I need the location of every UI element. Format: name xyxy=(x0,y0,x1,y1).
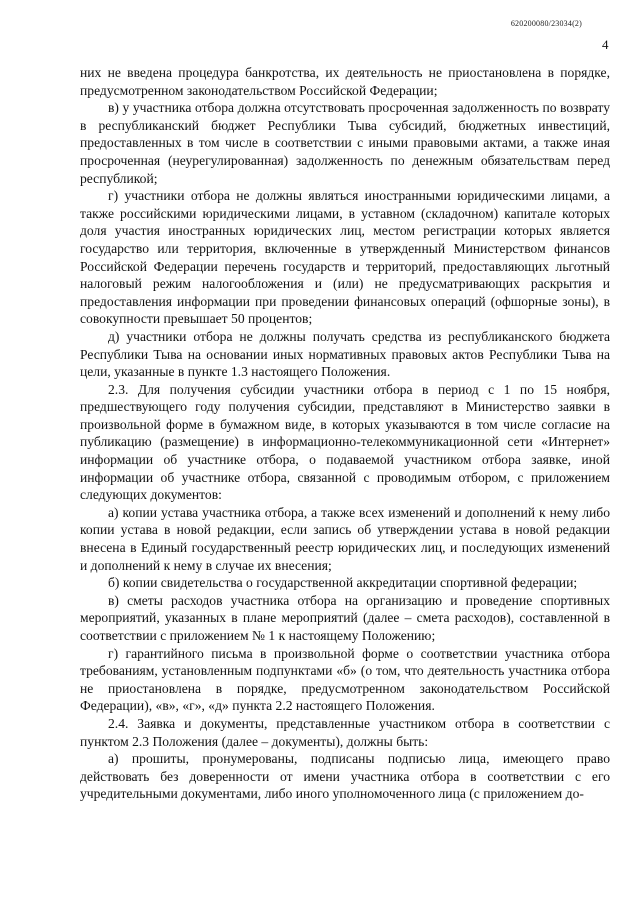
paragraph-2-3-b: б) копии свидетельства о государственной аккредитации спортивной федерации; xyxy=(108,575,578,591)
paragraph-item-g: г) участники отбора не должны являться иностранными юридическими лицами, а также российскими юридическими лицами, в уставном (складочном) капитале которых доля участия иностранных юридических лиц, местом регистрации которых является государство или территория, включенные в утвержденный Министерством финансов Российской Федерации перечень государств и территорий, предоставляющих льготный налоговый режим налогообложения и (или) не предусматривающих раскрытия и предоставления информации при проведении финансовых операций (офшорные зоны), в совокупности превышает 50 процентов; xyxy=(80,188,610,327)
paragraph-item-v: в) у участника отбора должна отсутствовать просроченная задолженность по возврату в республиканский бюджет Республики Тыва субсидий, бюджетных инвестиций, предоставленных в том числе в соответствии с иными правовыми актами, а также иная просроченная (неурегулированная) задолженность по денежным обязательствам перед республикой; xyxy=(80,100,610,186)
paragraph-2-3-a: а) копии устава участника отбора, а также всех изменений и дополнений к нему либо копии устава в новой редакции, если запись об утверждении устава в новой редакции внесена в Единый государственный реестр юридических лиц, и последующих изменений и дополнений к нему в случае их внесения; xyxy=(80,504,610,573)
paragraph-2-4: 2.4. Заявка и документы, представленные участником отбора в соответствии с пунктом 2.3 Положения (далее – документы), должны быть: xyxy=(80,715,610,749)
paragraph-2-3: 2.3. Для получения субсидии участники отбора в период с 1 по 15 ноября, предшествующего году получения субсидии, представляют в Министерство заявки в произвольной форме в бумажном виде, в которых указываются в том числе согласие на публикацию (размещение) в информационно-телекоммуникационной сети «Интернет» информации об участнике отбора, о подаваемой участником отбора заявке, иной информации об участнике отбора, связанной с проводимым отбором, с приложением следующих документов: xyxy=(80,381,610,503)
paragraph-2-4-a: а) прошиты, пронумерованы, подписаны подписью лица, имеющего право действовать без доверенности от имени участника отбора в соответствии с его учредительными документами, либо иного уполномоченного лица (с приложением до- xyxy=(80,751,610,802)
page-number: 4 xyxy=(602,37,609,52)
document-body xyxy=(80,64,610,803)
document-number: 620200080/23034(2) xyxy=(510,19,582,28)
paragraph-continuation: них не введена процедура банкротства, их деятельность не приостановлена в порядке, предусмотренном законодательством Российской Федерации; xyxy=(80,65,610,98)
paragraph-2-3-g: г) гарантийного письма в произвольной форме о соответствии участника отбора требованиям, установленным подпунктами «б» (о том, что деятельность участника отбора не приостановлена в порядке, предусмотренном законодательством Российской Федерации), «в», «г», «д» пункта 2.2 настоящего Положения. xyxy=(80,645,610,714)
paragraph-2-3-v: в) сметы расходов участника отбора на организацию и проведение спортивных мероприятий, указанных в плане мероприятий (далее – смета расходов), составленной в соответствии с приложением № 1 к настоящему Положению; xyxy=(80,592,610,643)
paragraph-item-d: д) участники отбора не должны получать средства из республиканского бюджета Республики Тыва на основании иных нормативных правовых актов Республики Тыва на цели, указанные в пункте 1.3 настоящего Положения. xyxy=(80,328,610,380)
